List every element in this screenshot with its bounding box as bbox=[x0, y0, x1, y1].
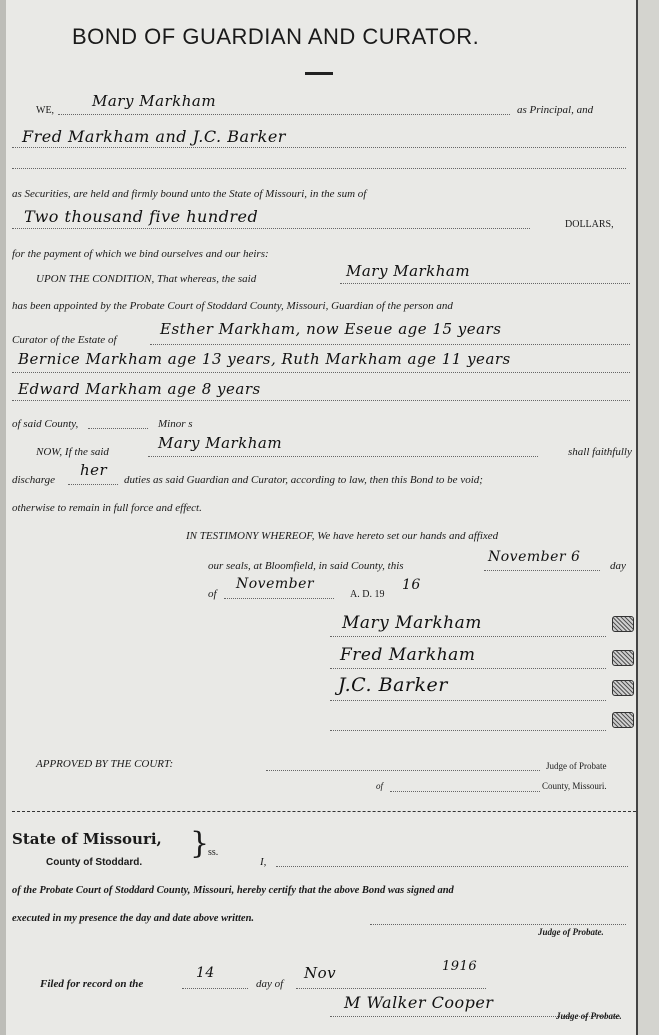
county-line bbox=[88, 428, 148, 429]
approved-label: APPROVED BY THE COURT: bbox=[36, 758, 174, 770]
signature-3: J.C. Barker bbox=[338, 674, 448, 696]
month-line bbox=[224, 598, 334, 599]
ad-label: A. D. 19 bbox=[350, 589, 385, 600]
dollars-label: DOLLARS, bbox=[565, 219, 614, 230]
signature-1: Mary Markham bbox=[342, 613, 482, 633]
section-divider bbox=[12, 811, 636, 812]
condition-text: UPON THE CONDITION, That whereas, the said bbox=[36, 273, 257, 285]
securities-text: as Securities, are held and firmly bound unto the State of Missouri, in the sum of bbox=[12, 188, 367, 200]
right-margin-strip bbox=[638, 0, 659, 1035]
filed-day: 14 bbox=[196, 965, 215, 981]
seal-1 bbox=[612, 616, 634, 632]
sum-written: Two thousand five hundred bbox=[24, 207, 259, 226]
we-label: WE, bbox=[36, 105, 55, 116]
principal-name: Mary Markham bbox=[92, 92, 217, 110]
as-principal-text: as Principal, and bbox=[517, 104, 594, 116]
now-text: NOW, If the said bbox=[36, 446, 109, 458]
securities-names: Fred Markham and J.C. Barker bbox=[22, 127, 286, 146]
document-title: BOND OF GUARDIAN AND CURATOR. bbox=[72, 24, 480, 49]
day-label: day bbox=[610, 560, 626, 572]
left-page-edge bbox=[0, 0, 6, 1035]
ss-label: ss. bbox=[208, 847, 219, 858]
state-heading: State of Missouri, bbox=[12, 830, 162, 848]
filed-signature: M Walker Cooper bbox=[344, 993, 494, 1012]
discharge-line bbox=[68, 484, 118, 485]
condition-name: Mary Markham bbox=[346, 262, 471, 280]
filed-judge-label: Judge of Probate. bbox=[556, 1011, 622, 1021]
certificate-judge-label: Judge of Probate. bbox=[538, 927, 604, 937]
county-text: of said County, bbox=[12, 418, 79, 430]
signature-line-1 bbox=[330, 636, 606, 637]
signature-line-4 bbox=[330, 730, 606, 731]
condition-line bbox=[340, 283, 630, 284]
testimony-month: November bbox=[236, 576, 315, 592]
filed-day-line bbox=[182, 988, 248, 989]
signature-line-3 bbox=[330, 700, 606, 701]
minor-line-2: Bernice Markham age 13 years, Ruth Markham age 11 years bbox=[18, 350, 511, 368]
minor-line-3: Edward Markham age 8 years bbox=[18, 380, 261, 398]
county-mo-label: County, Missouri. bbox=[542, 781, 607, 791]
payment-text: for the payment of which we bind ourselves and our heirs: bbox=[12, 248, 269, 260]
signature-2: Fred Markham bbox=[340, 645, 476, 665]
faithfully-text: shall faithfully bbox=[568, 446, 632, 458]
i-label: I, bbox=[260, 856, 267, 868]
approval-of-label: of bbox=[376, 781, 384, 791]
certify-line-2: executed in my presence the day and date above written. bbox=[12, 913, 255, 924]
ss-brace: } bbox=[190, 826, 210, 861]
testimony-date: November 6 bbox=[488, 549, 581, 565]
seal-3 bbox=[612, 680, 634, 696]
minor-label: Minor s bbox=[158, 418, 193, 430]
testimony-line-2: our seals, at Bloomfield, in said County, this bbox=[208, 560, 404, 572]
appointed-text: has been appointed by the Probate Court of Stoddard County, Missouri, Guardian of the person and bbox=[12, 300, 453, 312]
curator-text: Curator of the Estate of bbox=[12, 334, 117, 346]
minor-line-2-rule bbox=[12, 372, 630, 373]
approved-line bbox=[266, 770, 540, 771]
filed-month: Nov bbox=[304, 964, 337, 982]
sum-line bbox=[12, 228, 530, 229]
filed-text: Filed for record on the bbox=[40, 978, 144, 990]
testimony-date-line bbox=[484, 570, 600, 571]
minor-line-3-rule bbox=[12, 400, 630, 401]
discharge-pronoun: her bbox=[80, 461, 108, 479]
minor-line-1: Esther Markham, now Eseue age 15 years bbox=[160, 320, 502, 338]
filed-day-of: day of bbox=[256, 978, 284, 990]
otherwise-text: otherwise to remain in full force and effect. bbox=[12, 502, 202, 514]
testimony-line-1: IN TESTIMONY WHEREOF, We have hereto set our hands and affixed bbox=[186, 530, 499, 542]
discharge-text: duties as said Guardian and Curator, according to law, then this Bond to be void; bbox=[124, 474, 483, 486]
certificate-judge-line bbox=[370, 924, 626, 925]
now-line bbox=[148, 456, 538, 457]
seal-4 bbox=[612, 712, 634, 728]
year-suffix: 16 bbox=[402, 577, 421, 593]
title-rule bbox=[305, 72, 333, 75]
judge-probate-label: Judge of Probate bbox=[546, 761, 607, 771]
approval-county-line bbox=[390, 791, 540, 792]
now-name: Mary Markham bbox=[158, 434, 283, 452]
signature-line-2 bbox=[330, 668, 606, 669]
minor-line-1-rule bbox=[150, 344, 630, 345]
filed-month-line bbox=[296, 988, 486, 989]
securities-line bbox=[12, 147, 626, 148]
of-label: of bbox=[208, 588, 217, 600]
blank-line-1 bbox=[12, 168, 626, 169]
i-line bbox=[276, 866, 628, 867]
seal-2 bbox=[612, 650, 634, 666]
certify-line-1: of the Probate Court of Stoddard County, Missouri, hereby certify that the above Bond was signed and bbox=[12, 885, 454, 896]
county-of-stoddard: County of Stoddard. bbox=[46, 857, 143, 868]
principal-line bbox=[58, 114, 510, 115]
discharge-label: discharge bbox=[12, 474, 55, 486]
filed-year: 1916 bbox=[442, 959, 478, 974]
